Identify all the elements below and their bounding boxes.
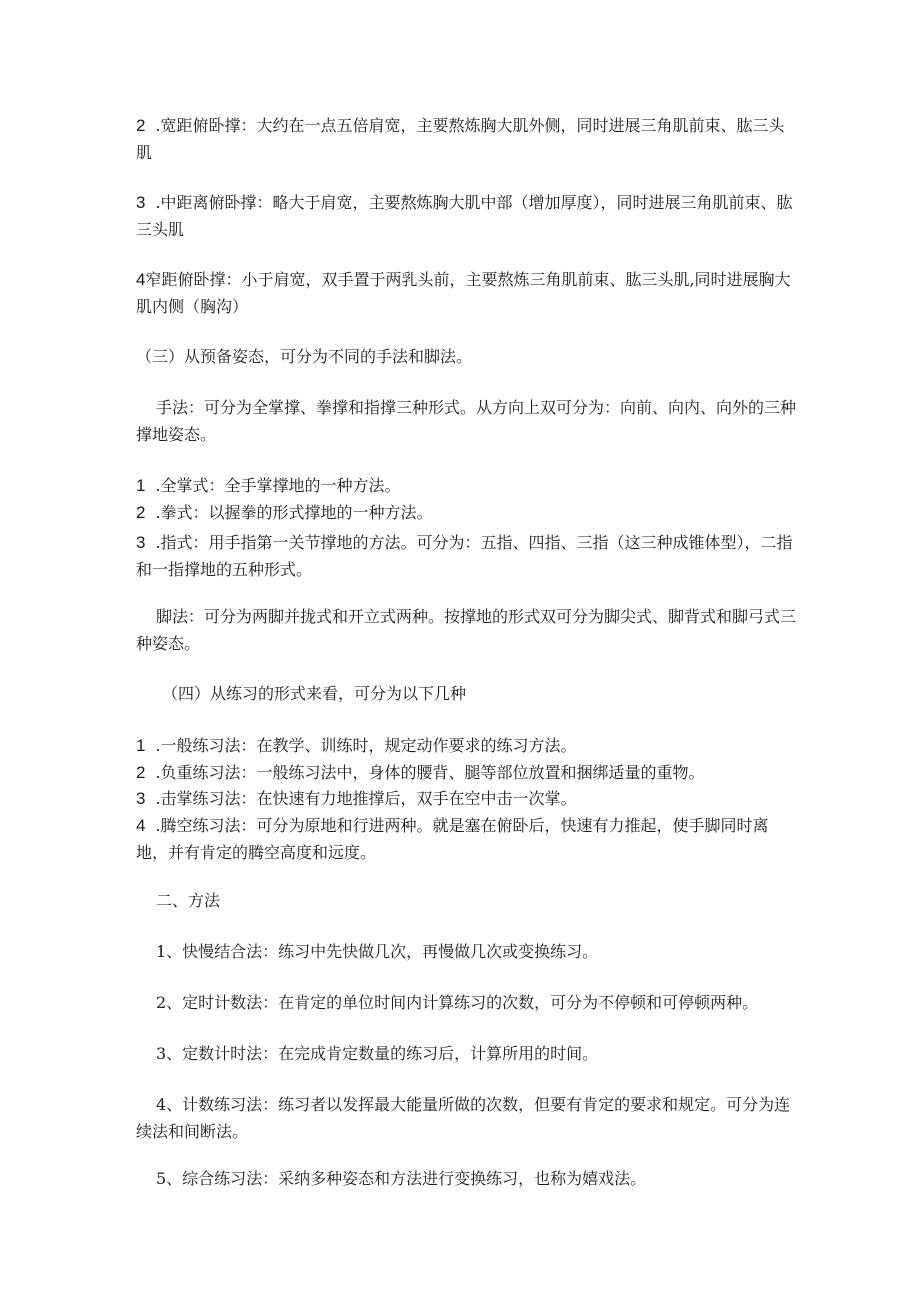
item-number: 4 <box>136 270 146 289</box>
item-number: 3 <box>136 789 146 808</box>
method-item: 2、定时计数法：在肯定的单位时间内计算练习的次数，可分为不停顿和可停顿两种。 <box>156 993 759 1012</box>
push-up-width-item <box>136 112 796 166</box>
item-text: 窄距俯卧撑：小于肩宽，双手置于两乳头前，主要熬炼三角肌前束、肱三头肌,同时进展胸大肌内侧（胸沟） <box>136 270 791 316</box>
item-number: 4 <box>136 816 146 835</box>
section-heading: （三）从预备姿态，可分为不同的手法和脚法。 <box>136 347 473 366</box>
push-up-width-item <box>136 266 796 320</box>
item-number: 2 <box>136 763 146 782</box>
item-text: .腾空练习法：可分为原地和行进两种。就是塞在俯卧后，快速有力推起，使手脚同时离地，并有肯定的腾空高度和远度。 <box>136 816 769 862</box>
item-text: .指式：用手指第一关节撑地的方法。可分为：五指、四指、三指（这三种成锥体型），二指和一指撑地的五种形式。 <box>136 533 793 579</box>
hand-method-intro: 手法：可分为全掌撑、拳撑和指撑三种形式。从方向上双可分为：向前、向内、向外的三种撑地姿态。 <box>136 398 797 444</box>
item-text: .负重练习法：一般练习法中，身体的腰背、腿等部位放置和捆绑适量的重物。 <box>155 763 705 782</box>
push-up-width-item <box>136 189 796 243</box>
item-number: 1 <box>136 736 146 755</box>
item-text: .全掌式：全手掌撑地的一种方法。 <box>155 476 401 495</box>
section-heading: （四）从练习的形式来看，可分为以下几种 <box>162 684 467 703</box>
method-item: 5、综合练习法：采纳多种姿态和方法进行变换练习，也称为嬉戏法。 <box>156 1169 647 1188</box>
item-number: 2 <box>136 116 146 135</box>
practice-form-item <box>136 759 796 786</box>
method-item: 3、定数计时法：在完成肯定数量的练习后，计算所用的时间。 <box>156 1044 599 1063</box>
item-text: .一般练习法：在教学、训练时，规定动作要求的练习方法。 <box>155 736 577 755</box>
section-heading: 二、方法 <box>156 891 221 910</box>
foot-method: 脚法：可分为两脚并拢式和开立式两种。按撑地的形式双可分为脚尖式、脚背式和脚弓式三种姿态。 <box>136 607 797 653</box>
item-number: 2 <box>136 503 146 522</box>
item-number: 1 <box>136 476 146 495</box>
practice-form-item <box>136 732 796 759</box>
item-text: .宽距俯卧撑：大约在一点五倍肩宽，主要熬炼胸大肌外侧，同时进展三角肌前束、肱三头肌 <box>136 116 785 162</box>
item-text: .击掌练习法：在快速有力地推撑后，双手在空中击一次掌。 <box>155 789 577 808</box>
item-number: 3 <box>136 533 146 552</box>
item-text: .中距离俯卧撑：略大于肩宽，主要熬炼胸大肌中部（增加厚度），同时进展三角肌前束、肱三头肌 <box>136 193 793 239</box>
method-item: 4、计数练习法：练习者以发挥最大能量所做的次数，但要有肯定的要求和规定。可分为连续法和间断法。 <box>136 1095 791 1141</box>
practice-form-item <box>136 812 796 866</box>
practice-form-item <box>136 785 796 812</box>
method-item: 1、快慢结合法：练习中先快做几次，再慢做几次或变换练习。 <box>156 942 599 961</box>
hand-method-item <box>136 499 796 526</box>
item-number: 3 <box>136 193 146 212</box>
hand-method-item <box>136 472 796 499</box>
hand-method-item <box>136 529 796 583</box>
item-text: .拳式：以握拳的形式撑地的一种方法。 <box>155 503 433 522</box>
